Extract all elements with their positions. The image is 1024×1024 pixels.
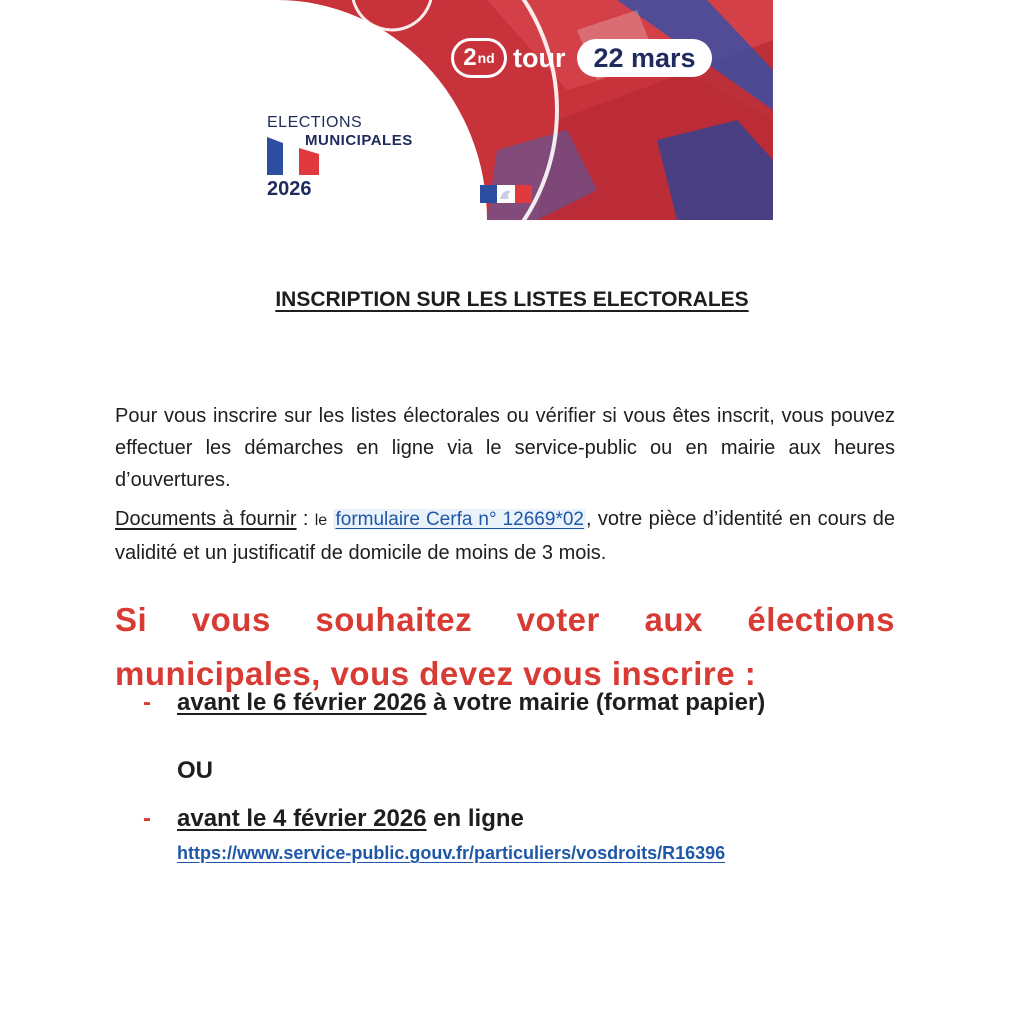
service-public-link[interactable]: https://www.service-public.gouv.fr/particuliers/vosdroits/R16396	[177, 843, 726, 863]
logo-year: 2026	[267, 178, 312, 200]
intro-paragraph: Pour vous inscrire sur les listes électorales ou vérifier si vous êtes inscrit, vous pouvez effectuer les démarches en ligne via le service-public ou en mairie aux heures d’ouvertures.	[115, 405, 895, 491]
online-deadline: avant le 4 février 2026	[177, 805, 427, 832]
documents-label: Documents à fournir	[115, 508, 297, 530]
paper-deadline: avant le 6 février 2026	[177, 689, 427, 716]
round-number: 2	[463, 44, 477, 71]
bullet-dash: -	[143, 805, 151, 832]
online-detail: en ligne	[426, 805, 524, 832]
cerfa-form-link[interactable]: formulaire Cerfa n° 12669*02	[335, 509, 584, 530]
voting-headline: Si vous souhaitez voter aux élections municipales, vous devez vous inscrire :	[115, 601, 895, 692]
round-suffix: nd	[477, 50, 495, 66]
documents-paragraph	[115, 503, 895, 569]
documents-separator: :	[296, 508, 315, 530]
election-banner	[237, 0, 773, 220]
or-separator: OU	[177, 757, 213, 784]
paper-detail: à votre mairie (format papier)	[426, 689, 766, 716]
documents-le: le	[314, 512, 328, 529]
round-number-badge	[451, 38, 507, 78]
option-online-registration	[143, 805, 524, 833]
bullet-dash: -	[143, 689, 151, 716]
round-date: 22 mars	[577, 39, 711, 77]
logo-municipales-text: MUNICIPALES	[305, 132, 413, 149]
round-word: tour	[513, 42, 566, 73]
option-paper-registration	[143, 689, 765, 717]
logo-elections-text: ELECTIONS	[267, 114, 363, 131]
page-title-text: INSCRIPTION SUR LES LISTES ELECTORALES	[275, 288, 749, 311]
page-title	[0, 288, 1024, 312]
second-round-label	[451, 38, 712, 78]
documents-rest: , votre pièce d’identité en cours de validité et un justificatif de domicile de moins de 3 mois.	[115, 508, 896, 564]
marianne-republic-logo-icon	[480, 183, 532, 205]
